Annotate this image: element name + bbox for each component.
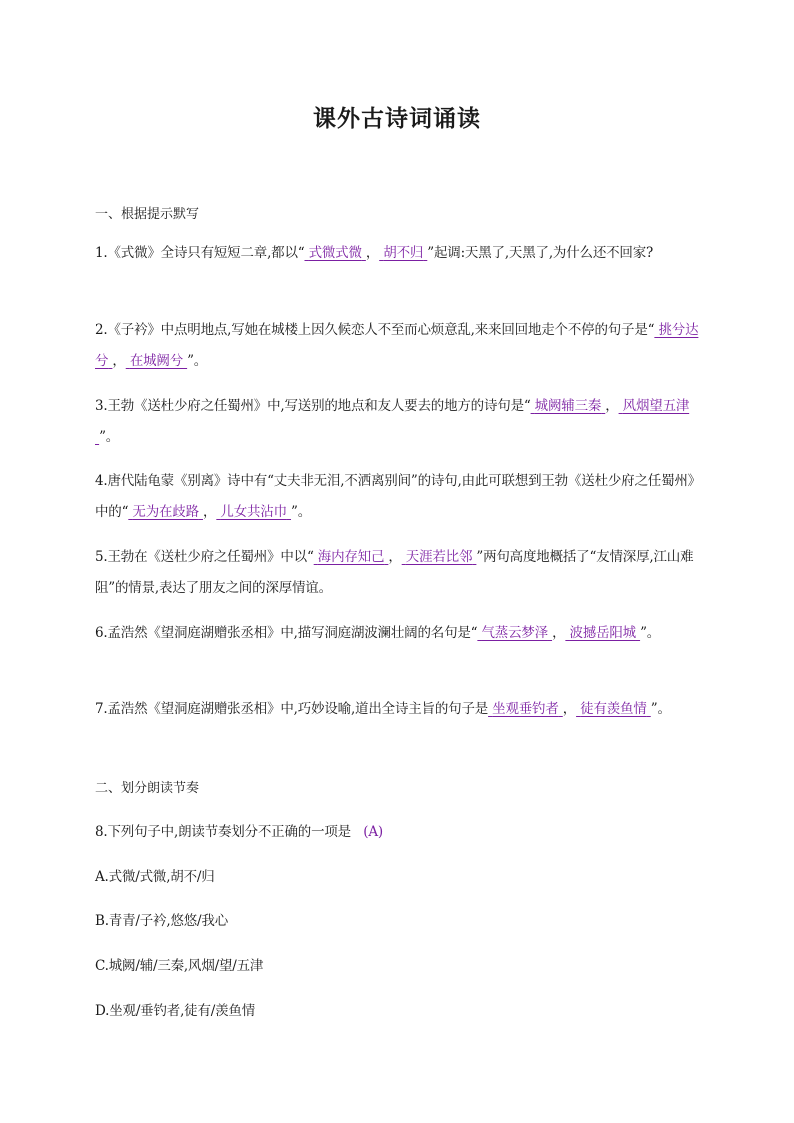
- page-title: 课外古诗词诵读: [313, 105, 481, 132]
- separator: ，: [562, 701, 577, 717]
- answer-4a: 无为在歧路: [132, 504, 199, 520]
- answer-3b: 风烟望五津: [622, 398, 690, 414]
- question-3: [95, 391, 705, 453]
- question-2-tail: ”。: [187, 353, 208, 369]
- question-1-tail: ”起调:天黑了,天黑了,为什么还不回家?: [427, 245, 654, 261]
- answer-2b: 在城阙兮: [129, 353, 184, 369]
- answer-7b: 徒有羡鱼情: [580, 701, 647, 717]
- question-6-tail: ”。: [640, 625, 661, 641]
- option-b: B.青青/子衿,悠悠/我心: [95, 913, 228, 929]
- section-heading-2: 二、划分朗读节奏: [95, 781, 200, 796]
- question-7-text: 7.孟浩然《望洞庭湖赠张丞相》中,巧妙设喻,道出全诗主旨的句子是: [95, 701, 489, 717]
- question-1-text: 1.《式微》全诗只有短短二章,都以“: [95, 245, 305, 261]
- question-6-text: 6.孟浩然《望洞庭湖赠张丞相》中,描写洞庭湖波澜壮阔的名句是“: [95, 625, 478, 641]
- answer-6b: 波撼岳阳城: [569, 625, 636, 641]
- separator: ，: [203, 504, 217, 520]
- answer-2a: 挑兮达兮: [95, 322, 699, 369]
- answer-4b: 儿女共沾巾: [220, 504, 287, 520]
- section-heading-1: 一、根据提示默写: [95, 207, 200, 222]
- option-d: D.坐观/垂钓者,徒有/羡鱼情: [95, 1003, 256, 1019]
- question-2: [95, 315, 705, 377]
- answer-5a: 海内存知己: [317, 549, 385, 565]
- question-5-tail: ”两句高度地概括了“友情深厚,江山难阻”的情景,表达了朋友之间的深厚情谊。: [95, 549, 694, 596]
- answer-6a: 气蒸云梦泽: [481, 625, 548, 641]
- question-7-tail: ”。: [650, 701, 671, 717]
- question-8-text: 8.下列句子中,朗读节奏划分不正确的一项是: [95, 824, 351, 840]
- question-2-text: 2.《子衿》中点明地点,写她在城楼上因久候恋人不至而心烦意乱,来来回回地走个不停的句子是“: [95, 322, 655, 338]
- answer-7a: 坐观垂钓者: [492, 701, 559, 717]
- separator: ，: [605, 398, 619, 414]
- option-a: A.式微/式微,胡不/归: [95, 869, 215, 885]
- separator: ，: [365, 245, 380, 261]
- question-4-text: 4.唐代陆龟蒙《别离》诗中有“丈夫非无泪,不洒离别间”的诗句,由此可联想到王勃《送杜少府之任蜀州》中的“: [95, 473, 701, 520]
- answer-8: (A): [363, 824, 383, 840]
- answer-1b: 胡不归: [383, 245, 424, 261]
- question-1: [95, 238, 705, 269]
- separator: ，: [112, 353, 126, 369]
- answer-3a: 城阙辅三秦: [534, 398, 602, 414]
- question-6: [95, 618, 705, 649]
- answer-1a: 式微式微: [308, 245, 362, 261]
- question-8: [95, 820, 383, 840]
- question-5-text: 5.王勃在《送杜少府之任蜀州》中以“: [95, 549, 314, 565]
- separator: ，: [388, 549, 402, 565]
- answer-5b: 天涯若比邻: [405, 549, 473, 565]
- question-7: [95, 694, 705, 725]
- question-5: [95, 542, 705, 604]
- question-4-tail: ”。: [291, 504, 312, 520]
- separator: ，: [552, 625, 566, 641]
- question-4: [95, 466, 705, 528]
- option-c: C.城阙/辅/三秦,风烟/望/五津: [95, 958, 264, 974]
- question-3-text: 3.王勃《送杜少府之任蜀州》中,写送别的地点和友人要去的地方的诗句是“: [95, 398, 531, 414]
- question-3-tail: ”。: [99, 429, 120, 445]
